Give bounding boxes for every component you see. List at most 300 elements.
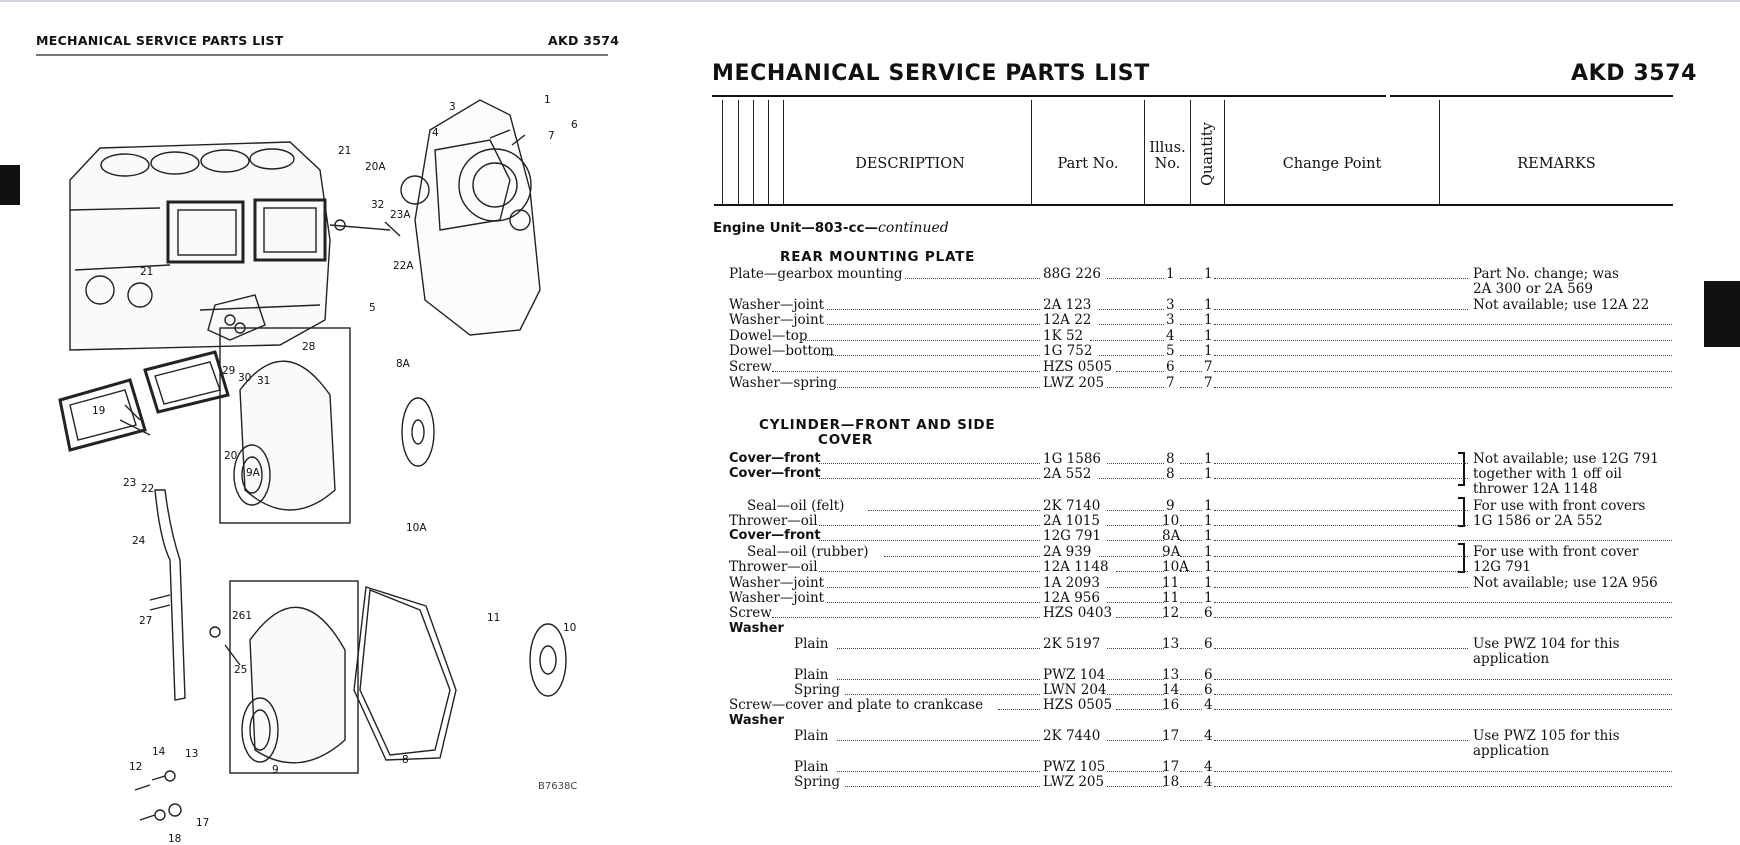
part-description: Washer <box>729 713 784 728</box>
dot-leader <box>837 678 1040 680</box>
part-description: Cover—front <box>729 466 821 481</box>
part-description: Washer—spring <box>729 375 837 391</box>
dot-leader <box>1180 386 1202 388</box>
part-number: PWZ 105 <box>1043 759 1106 775</box>
callout-5: 5 <box>369 302 376 314</box>
part-description: Plain <box>794 728 829 744</box>
column-header-rule <box>714 204 1673 206</box>
dot-leader <box>1180 477 1202 479</box>
table-row <box>0 759 1740 775</box>
table-row <box>0 651 1740 667</box>
quantity-value: 6 <box>1204 667 1213 683</box>
callout-21b: 21 <box>140 266 154 278</box>
col-change-point: Change Point <box>1282 156 1382 172</box>
callout-1: 1 <box>544 94 551 106</box>
illus-number: 14 <box>1162 682 1180 698</box>
dot-leader <box>1107 647 1164 649</box>
callout-21a: 21 <box>338 145 352 157</box>
dot-leader <box>1180 308 1202 310</box>
dot-leader <box>1107 509 1164 511</box>
dot-leader <box>1107 524 1164 526</box>
illus-number: 13 <box>1162 667 1180 683</box>
dot-leader <box>1116 570 1164 572</box>
part-number: PWZ 104 <box>1043 667 1106 683</box>
part-number: 2K 7140 <box>1043 498 1101 514</box>
illus-number: 16 <box>1162 697 1180 713</box>
remark-text: For use with front covers <box>1473 498 1646 514</box>
col-no-label: No. <box>1154 156 1181 172</box>
part-number: 2A 552 <box>1043 466 1092 482</box>
dot-leader <box>1116 616 1164 618</box>
remark-text: Part No. change; was <box>1473 266 1619 282</box>
dot-leader <box>905 277 1040 279</box>
dot-leader <box>1214 678 1672 680</box>
part-number: LWN 204 <box>1043 682 1107 698</box>
dot-leader <box>1107 739 1164 741</box>
dot-leader <box>1180 770 1202 772</box>
dot-leader <box>1214 539 1672 541</box>
dot-leader <box>1180 339 1202 341</box>
remark-text: Use PWZ 105 for this <box>1473 728 1620 744</box>
quantity-value: 1 <box>1204 343 1213 359</box>
part-number: 2A 123 <box>1043 297 1092 313</box>
col-sep <box>1031 100 1032 204</box>
dot-leader <box>1180 555 1202 557</box>
part-description: Cover—front <box>729 451 821 466</box>
dot-leader <box>1180 616 1202 618</box>
section-continued: continued <box>878 220 949 236</box>
dot-leader <box>1214 570 1468 572</box>
table-row <box>0 281 1740 297</box>
quantity-value: 7 <box>1204 359 1213 375</box>
illus-number: 3 <box>1166 312 1175 328</box>
callout-8a: 8A <box>396 358 410 370</box>
part-description: Seal—oil (rubber) <box>747 544 869 560</box>
illus-number: 8A <box>1162 528 1181 544</box>
illus-number: 8 <box>1166 451 1175 467</box>
dot-leader <box>868 509 1040 511</box>
table-row <box>0 375 1740 391</box>
dot-leader <box>837 739 1040 741</box>
part-number: 2A 939 <box>1043 544 1092 560</box>
dot-leader <box>772 616 1040 618</box>
dot-leader <box>803 339 1040 341</box>
callout-31: 31 <box>257 375 271 387</box>
dot-leader <box>1180 462 1202 464</box>
dot-leader <box>1107 386 1164 388</box>
callout-3: 3 <box>449 101 456 113</box>
col-sep <box>722 100 723 204</box>
remark-text: 12G 791 <box>1473 559 1532 575</box>
table-row <box>0 466 1740 482</box>
part-description: Washer <box>729 621 784 636</box>
dot-leader <box>1180 277 1202 279</box>
part-number: 88G 226 <box>1043 266 1102 282</box>
dot-leader <box>1214 462 1468 464</box>
dot-leader <box>1214 277 1468 279</box>
dot-leader <box>1214 555 1468 557</box>
illus-number: 11 <box>1162 575 1180 591</box>
callout-32: 32 <box>371 199 385 211</box>
dot-leader <box>1180 370 1202 372</box>
dot-leader <box>1107 601 1164 603</box>
callout-27: 27 <box>139 615 153 627</box>
dot-leader <box>1180 586 1202 588</box>
table-row <box>0 498 1740 514</box>
dot-leader <box>1099 308 1164 310</box>
table-row <box>0 713 1740 729</box>
callout-29: 29 <box>222 365 236 377</box>
dot-leader <box>834 386 1040 388</box>
dot-leader <box>1107 678 1164 680</box>
dot-leader <box>1180 785 1202 787</box>
part-number: 12A 956 <box>1043 590 1100 606</box>
section-heading <box>713 220 949 236</box>
dot-leader <box>1107 770 1164 772</box>
illus-number: 8 <box>1166 466 1175 482</box>
quantity-value: 4 <box>1204 774 1213 790</box>
callout-28: 28 <box>302 341 316 353</box>
dot-leader <box>1214 739 1468 741</box>
quantity-value: 6 <box>1204 605 1213 621</box>
part-description: Washer—joint <box>729 297 825 313</box>
quantity-value: 1 <box>1204 297 1213 313</box>
dot-leader <box>772 370 1040 372</box>
dot-leader <box>1116 708 1164 710</box>
part-number: 1K 52 <box>1043 328 1084 344</box>
dot-leader <box>1107 462 1164 464</box>
dot-leader <box>1180 647 1202 649</box>
dot-leader <box>1214 339 1672 341</box>
left-header-code: AKD 3574 <box>548 33 620 48</box>
dot-leader <box>827 601 1040 603</box>
table-row <box>0 774 1740 790</box>
table-row <box>0 605 1740 621</box>
table-row <box>0 667 1740 683</box>
col-illus-no <box>1145 140 1190 172</box>
part-number: 12G 791 <box>1043 528 1102 544</box>
callout-20a: 20A <box>365 161 386 173</box>
illus-number: 18 <box>1162 774 1180 790</box>
callout-10: 10 <box>563 622 577 634</box>
col-remarks: REMARKS <box>1517 156 1596 172</box>
illus-number: 9 <box>1166 498 1175 514</box>
part-description: Plain <box>794 667 829 683</box>
dot-leader <box>1214 601 1672 603</box>
group-cylinder-cover-line1: CYLINDER—FRONT AND SIDE <box>759 417 996 433</box>
quantity-value: 1 <box>1204 312 1213 328</box>
table-row <box>0 312 1740 328</box>
dot-leader <box>1180 524 1202 526</box>
col-sep <box>768 100 769 204</box>
part-description: Spring <box>794 682 840 698</box>
quantity-value: 4 <box>1204 759 1213 775</box>
dot-leader <box>1107 277 1164 279</box>
illus-number: 4 <box>1166 328 1175 344</box>
callout-22: 22 <box>141 483 155 495</box>
col-sep <box>738 100 739 204</box>
dot-leader <box>1214 386 1672 388</box>
quantity-value: 6 <box>1204 636 1213 652</box>
dot-leader <box>1099 323 1164 325</box>
part-description: Plate—gearbox mounting <box>729 266 903 282</box>
title-rule-left <box>712 95 1386 97</box>
part-number: 2A 1015 <box>1043 513 1100 529</box>
dot-leader <box>884 555 1040 557</box>
callout-25: 25 <box>234 664 248 676</box>
callout-19: 19 <box>92 405 106 417</box>
callout-7: 7 <box>548 130 555 142</box>
col-sep <box>783 100 784 204</box>
illus-number: 10 <box>1162 513 1180 529</box>
part-description: Cover—front <box>729 528 821 543</box>
col-illus-label: Illus. <box>1149 140 1186 156</box>
dot-leader <box>1090 339 1164 341</box>
remark-text: 1G 1586 or 2A 552 <box>1473 513 1603 529</box>
part-description: Washer—joint <box>729 590 825 606</box>
part-number: LWZ 205 <box>1043 375 1105 391</box>
dot-leader <box>827 308 1040 310</box>
col-part-no: Part No. <box>1057 156 1119 172</box>
callout-9: 9 <box>272 764 279 776</box>
quantity-value: 1 <box>1204 266 1213 282</box>
dot-leader <box>1214 770 1672 772</box>
callout-11: 11 <box>487 612 501 624</box>
part-number: 1G 752 <box>1043 343 1093 359</box>
remark-text: Not available; use 12A 956 <box>1473 575 1658 591</box>
illus-number: 13 <box>1162 636 1180 652</box>
table-row <box>0 621 1740 637</box>
remark-text: application <box>1473 651 1550 667</box>
part-description: Screw <box>729 605 772 621</box>
quantity-value: 4 <box>1204 728 1213 744</box>
dot-leader <box>1107 785 1164 787</box>
callout-4: 4 <box>432 127 439 139</box>
illus-number: 5 <box>1166 343 1175 359</box>
dot-leader <box>998 708 1040 710</box>
page-code: AKD 3574 <box>1571 61 1698 86</box>
table-row <box>0 297 1740 313</box>
quantity-value: 1 <box>1204 328 1213 344</box>
part-description: Spring <box>794 774 840 790</box>
col-sep <box>1224 100 1225 204</box>
remark-text: Not available; use 12G 791 <box>1473 451 1659 467</box>
dot-leader <box>1099 477 1164 479</box>
table-row <box>0 743 1740 759</box>
part-number: 12A 22 <box>1043 312 1092 328</box>
callout-20: 20 <box>224 450 238 462</box>
dot-leader <box>1180 693 1202 695</box>
table-row <box>0 636 1740 652</box>
illus-number: 1 <box>1166 266 1175 282</box>
callout-24: 24 <box>132 535 146 547</box>
dot-leader <box>1099 555 1164 557</box>
illus-number: 10A <box>1162 559 1189 575</box>
dot-leader <box>1180 739 1202 741</box>
illus-number: 12 <box>1162 605 1180 621</box>
remark-text: thrower 12A 1148 <box>1473 481 1598 497</box>
quantity-value: 1 <box>1204 451 1213 467</box>
illus-number: 17 <box>1162 759 1180 775</box>
dot-leader <box>1214 586 1468 588</box>
illus-number: 7 <box>1166 375 1175 391</box>
dot-leader <box>1214 323 1672 325</box>
part-description: Dowel—bottom <box>729 343 834 359</box>
dot-leader <box>827 354 1040 356</box>
callout-18: 18 <box>168 833 182 845</box>
part-number: LWZ 205 <box>1043 774 1105 790</box>
part-description: Dowel—top <box>729 328 808 344</box>
callout-17: 17 <box>196 817 210 829</box>
quantity-value: 1 <box>1204 513 1213 529</box>
callout-6: 6 <box>571 119 578 131</box>
table-row <box>0 590 1740 606</box>
table-row <box>0 528 1740 544</box>
quantity-value: 6 <box>1204 682 1213 698</box>
part-number: 1G 1586 <box>1043 451 1102 467</box>
dot-leader <box>1214 370 1672 372</box>
part-number: HZS 0505 <box>1043 359 1113 375</box>
callout-10a: 10A <box>406 522 427 534</box>
dot-leader <box>827 586 1040 588</box>
dot-leader <box>845 693 1040 695</box>
table-row <box>0 544 1740 560</box>
illus-number: 6 <box>1166 359 1175 375</box>
page-title: MECHANICAL SERVICE PARTS LIST <box>712 61 1150 86</box>
callout-30: 30 <box>238 372 252 384</box>
part-number: 2K 7440 <box>1043 728 1101 744</box>
col-sep <box>1190 100 1191 204</box>
dot-leader <box>1180 570 1202 572</box>
group-rear-mounting-plate: REAR MOUNTING PLATE <box>780 249 976 265</box>
quantity-value: 7 <box>1204 375 1213 391</box>
col-sep <box>1439 100 1440 204</box>
table-row <box>0 481 1740 497</box>
part-description: Washer—joint <box>729 312 825 328</box>
dot-leader <box>1180 509 1202 511</box>
table-row <box>0 697 1740 713</box>
part-description: Screw <box>729 359 772 375</box>
quantity-value: 1 <box>1204 498 1213 514</box>
illus-number: 11 <box>1162 590 1180 606</box>
remark-text: For use with front cover <box>1473 544 1639 560</box>
dot-leader <box>1180 539 1202 541</box>
callout-9a: 9A <box>246 467 260 479</box>
table-row <box>0 266 1740 282</box>
dot-leader <box>1214 477 1468 479</box>
dot-leader <box>827 323 1040 325</box>
remark-text: Not available; use 12A 22 <box>1473 297 1650 313</box>
part-description: Screw—cover and plate to crankcase <box>729 697 984 713</box>
left-thumb-tab <box>0 165 20 205</box>
dot-leader <box>1214 616 1672 618</box>
dot-leader <box>819 524 1040 526</box>
dot-leader <box>1180 354 1202 356</box>
part-number: 2K 5197 <box>1043 636 1101 652</box>
dot-leader <box>1107 586 1164 588</box>
dot-leader <box>1214 785 1672 787</box>
dot-leader <box>845 785 1040 787</box>
quantity-value: 1 <box>1204 544 1213 560</box>
dot-leader <box>1214 524 1468 526</box>
part-description: Thrower—oil <box>729 513 818 529</box>
left-header-rule <box>36 54 608 56</box>
illus-number: 9A <box>1162 544 1181 560</box>
callout-12: 12 <box>129 761 143 773</box>
table-row <box>0 343 1740 359</box>
dot-leader <box>837 770 1040 772</box>
callout-8: 8 <box>402 754 409 766</box>
dot-leader <box>1214 509 1468 511</box>
callout-23a: 23A <box>390 209 411 221</box>
quantity-value: 1 <box>1204 559 1213 575</box>
table-row <box>0 559 1740 575</box>
dot-leader <box>1214 308 1468 310</box>
illus-number: 3 <box>1166 297 1175 313</box>
dot-leader <box>1107 693 1164 695</box>
figure-code: B7638C <box>538 781 578 792</box>
callout-23: 23 <box>123 477 137 489</box>
dot-leader <box>1214 693 1672 695</box>
part-description: Seal—oil (felt) <box>747 498 845 514</box>
quantity-value: 1 <box>1204 466 1213 482</box>
part-description: Plain <box>794 636 829 652</box>
dot-leader <box>1107 539 1164 541</box>
table-row <box>0 451 1740 467</box>
part-description: Washer—joint <box>729 575 825 591</box>
col-quantity: Quantity <box>1200 122 1216 186</box>
quantity-value: 4 <box>1204 697 1213 713</box>
top-border <box>0 0 1740 2</box>
dot-leader <box>819 477 1040 479</box>
quantity-value: 1 <box>1204 590 1213 606</box>
remark-text: Use PWZ 104 for this <box>1473 636 1620 652</box>
dot-leader <box>1116 370 1164 372</box>
table-row <box>0 513 1740 529</box>
dot-leader <box>1180 708 1202 710</box>
dot-leader <box>1180 323 1202 325</box>
remark-text: application <box>1473 743 1550 759</box>
part-number: HZS 0505 <box>1043 697 1113 713</box>
dot-leader <box>819 570 1040 572</box>
quantity-value: 1 <box>1204 528 1213 544</box>
callout-261: 261 <box>232 610 253 622</box>
dot-leader <box>1180 601 1202 603</box>
dot-leader <box>1214 354 1672 356</box>
dot-leader <box>1214 647 1468 649</box>
part-number: 1A 2093 <box>1043 575 1100 591</box>
part-description: Plain <box>794 759 829 775</box>
left-header-title: MECHANICAL SERVICE PARTS LIST <box>36 33 284 48</box>
table-row <box>0 328 1740 344</box>
dot-leader <box>819 539 1040 541</box>
table-row <box>0 682 1740 698</box>
illus-number: 17 <box>1162 728 1180 744</box>
part-number: HZS 0403 <box>1043 605 1113 621</box>
dot-leader <box>1214 708 1672 710</box>
col-sep <box>753 100 754 204</box>
section-title: Engine Unit—803-cc— <box>713 220 879 236</box>
dot-leader <box>837 647 1040 649</box>
table-row <box>0 575 1740 591</box>
group-cylinder-cover-line2: COVER <box>818 432 874 448</box>
callout-13: 13 <box>185 748 199 760</box>
callout-22a: 22A <box>393 260 414 272</box>
dot-leader <box>819 462 1040 464</box>
table-row <box>0 359 1740 375</box>
quantity-value: 1 <box>1204 575 1213 591</box>
col-description: DESCRIPTION <box>855 156 965 172</box>
